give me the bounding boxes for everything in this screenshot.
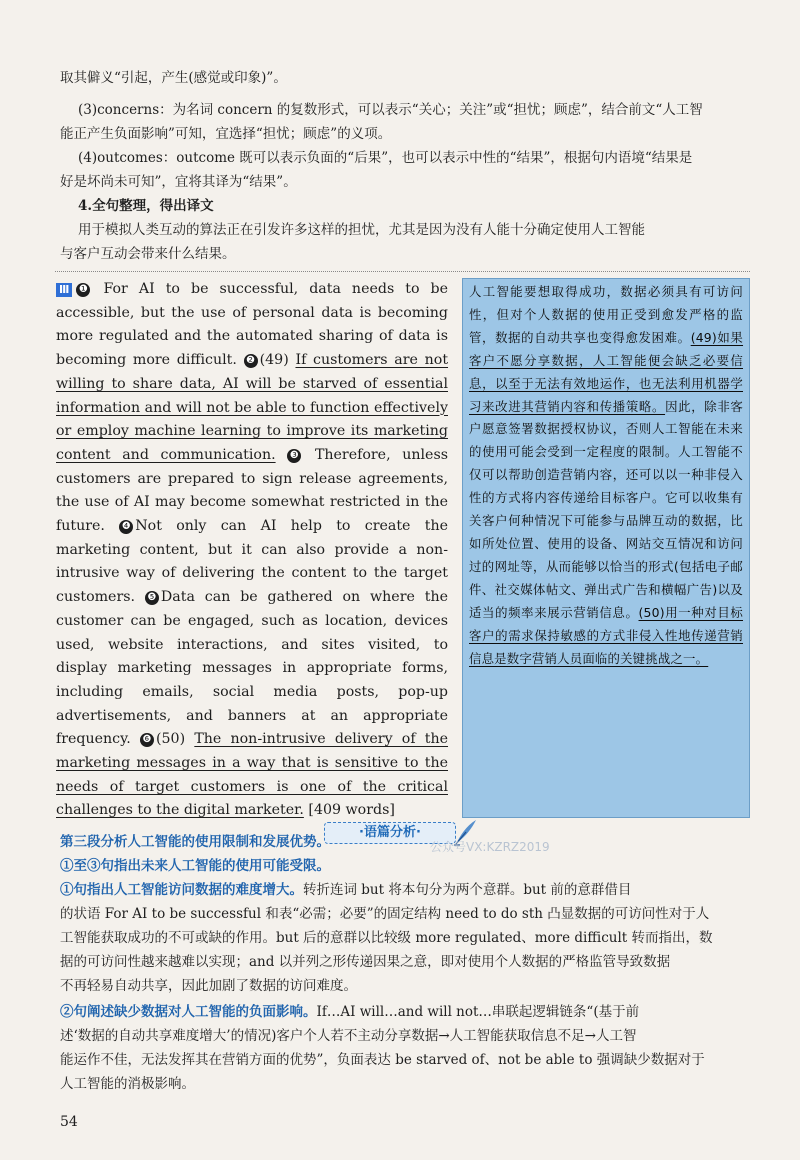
para-concerns-line1: (3)concerns：为名词 concern 的复数形式，可以表示“关心；关注”或“担忧；顾虑”，结合前文“人工智 <box>78 102 703 118</box>
analysis-para-3-text: 转折连词 but 将本句分为两个意群。but 前的意群借目 <box>303 882 632 898</box>
sentence-marker-6: ❻ <box>140 733 154 747</box>
analysis-para-4-text: If…AI will…and will not…串联起逻辑链条“(基于前 <box>316 1004 640 1020</box>
para-translation-line2: 与客户互动会带来什么结果。 <box>60 246 236 262</box>
question-49-label: (49) <box>259 352 289 369</box>
analysis-para-3-line5: 不再轻易自动共享，因此加剧了数据的访问难度。 <box>60 978 357 994</box>
sentence-marker-5: ❺ <box>145 591 159 605</box>
english-passage <box>56 278 448 823</box>
sentence-marker-4: ❹ <box>119 520 133 534</box>
sentence-2-underlined: If customers are not willing to share data, AI will be starved of essential information and will not be able to function effectively or employ machine learning to improve its marketing content and communication. <box>56 352 449 463</box>
translation-2-underlined: (49)如果客户不愿分享数据，人工智能便会缺乏必要信息，以至于无法有效地运作，也无法利用机器学习来改进其营销内容和传播策略。 <box>469 329 744 414</box>
sentence-marker-1: ❶ <box>76 283 90 297</box>
analysis-para-4-line4: 人工智能的消极影响。 <box>60 1076 195 1092</box>
analysis-point-2: ②句阐述缺少数据对人工智能的负面影响。 <box>60 1004 317 1020</box>
translation-3: 因此，除非客户愿意签署数据授权协议，否则人工智能在未来的使用可能会受到一定程度的限制。 <box>469 398 744 460</box>
paragraph-number-badge: Ⅲ <box>56 283 72 297</box>
translation-4: 人工智能不仅可以帮助创造营销内容，还可以以一种非侵入性的方式将内容传递给目标客户。 <box>469 444 743 506</box>
translation-box <box>462 278 750 818</box>
sentence-3: Therefore, unless customers are prepared to sign release agreements, the use of AI may become somewhat restricted in the future. <box>56 446 449 535</box>
analysis-heading-2: ①至③句指出未来人工智能的使用可能受限。 <box>60 858 330 874</box>
sentence-marker-2: ❷ <box>244 354 258 368</box>
sentence-marker-3: ❸ <box>287 449 301 463</box>
sentence-4: Not only can AI help to create the marketing content, but it can also provide a non-intrusive way of delivering the content to the target customers. <box>56 518 448 606</box>
section-header-label: ·语篇分析· <box>324 822 456 844</box>
page-number: 54 <box>60 1114 78 1130</box>
sentence-1: For AI to be successful, data needs to be accessible, but the use of personal data is becoming more regulated and the automated sharing of data is becoming more difficult. <box>56 281 448 369</box>
sentence-5: Data can be gathered on where the customer can be engaged, such as location, devices used, website interactions, and sites visited, to display marketing messages in appropriate forms, including emails, social media posts, pop-up advertisements, and banners at an appropriate frequency. <box>56 589 448 748</box>
translation-1: 人工智能要想取得成功，数据必须具有可访问性，但对个人数据的使用正受到愈发严格的监管，数据的自动共享也变得愈发困难。 <box>469 284 743 345</box>
analysis-heading-1: 第三段分析人工智能的使用限制和发展优势。 <box>60 834 330 850</box>
translation-6-underlined: (50)用一种对目标客户的需求保持敏感的方式非侵入性地传递营销信息是数字营销人员面临的关键挑战之一。 <box>469 604 743 666</box>
word-count: [409 words] <box>308 802 395 819</box>
analysis-para-3-line2: 的状语 For AI to be successful 和表“必需；必要”的固定结构 need to do sth 凸显数据的可访问性对于人 <box>60 906 710 922</box>
analysis-para-4-line2: 述‘数据的自动共享难度增大’的情况)客户个人若不主动分享数据→人工智能获取信息不足→人工智 <box>60 1028 637 1044</box>
analysis-para-4-line3: 能运作不佳，无法发挥其在营销方面的优势”，负面表达 be starved of、not be able to 强调缺少数据对于 <box>60 1052 705 1068</box>
analysis-para-3-line1 <box>60 878 750 902</box>
para-concerns-line2: 能正产生负面影响”可知，宜选择“担忧；顾虑”的义项。 <box>60 126 392 142</box>
analysis-para-3-line3: 工智能获取成功的不可或缺的作用。but 后的意群以比较级 more regulated、more difficult 转而指出，数 <box>60 930 713 946</box>
analysis-point-1: ①句指出人工智能访问数据的难度增大。 <box>60 882 303 898</box>
analysis-para-3-line4: 据的可访问性越来越难以实现；and 以并列之形传递因果之意，即对使用个人数据的严格监管导致数据 <box>60 954 671 970</box>
para-outcomes-line1: (4)outcomes：outcome 既可以表示负面的“后果”，也可以表示中性的“结果”，根据句内语境“结果是 <box>78 150 693 166</box>
divider-top <box>55 271 750 272</box>
heading-full-translation: 4.全句整理，得出译文 <box>78 198 214 214</box>
analysis-para-4-line1 <box>60 1000 750 1024</box>
sentence-6-underlined: The non-intrusive delivery of the marketing messages in a way that is sensitive to the needs of target customers is one of the critical challenges to the digital marketer. <box>56 731 449 819</box>
question-50-label: (50) <box>155 731 186 748</box>
para-outcomes-line2: 好是坏尚未可知”，宜将其译为“结果”。 <box>60 174 297 190</box>
translation-5: 它可以收集有关客户何种情况下可能参与品牌互动的数据，比如所处位置、使用的设备、网站交互情况和访问过的网址等，从而能够以恰当的形式(包括电子邮件、社交媒体帖文、弹出式广告和横幅广告)以及适当的频率来展示营销信息。 <box>469 490 744 620</box>
para-top-1: 取其僻义“引起，产生(感觉或印象)”。 <box>60 70 287 86</box>
para-translation-line1: 用于模拟人类互动的算法正在引发许多这样的担忧，尤其是因为没有人能十分确定使用人工智能 <box>78 222 645 238</box>
watermark: 公众号VX:KZRZ2019 <box>430 840 550 854</box>
